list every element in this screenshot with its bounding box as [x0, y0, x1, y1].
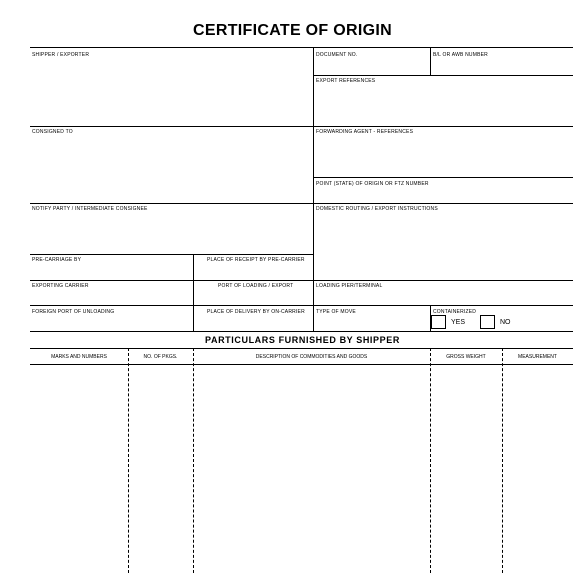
marks-numbers-header: MARKS AND NUMBERS [51, 354, 107, 360]
containerized-no-checkbox[interactable] [480, 315, 495, 329]
form-bottom-rule [30, 331, 573, 332]
center-divider [313, 47, 314, 332]
export-references-label: EXPORT REFERENCES [316, 78, 376, 84]
bl-awb-number-label: B/L OR AWB NUMBER [433, 52, 488, 58]
rule-precarriage-bottom [30, 280, 313, 281]
rule-consigned-bottom [30, 203, 573, 204]
rule-shipper-bottom [30, 126, 573, 127]
forwarding-agent-label: FORWARDING AGENT - REFERENCES [316, 129, 414, 135]
rule-notify-bottom [30, 254, 313, 255]
gross-weight-header: GROSS WEIGHT [446, 354, 486, 360]
column-divider-4 [502, 348, 503, 573]
notify-party-label: NOTIFY PARTY / INTERMEDIATE CONSIGNEE [32, 206, 148, 212]
domestic-routing-label: DOMESTIC ROUTING / EXPORT INSTRUCTIONS [316, 206, 438, 212]
column-divider-2 [193, 348, 194, 573]
pre-carriage-label: PRE-CARRIAGE BY [32, 257, 82, 263]
port-of-loading-label: PORT OF LOADING / EXPORT [218, 283, 294, 289]
column-header-bottom-rule [30, 364, 573, 365]
place-of-receipt-label: PLACE OF RECEIPT BY PRE-CARRIER [207, 257, 305, 263]
exporting-carrier-label: EXPORTING CARRIER [32, 283, 89, 289]
column-divider-3 [430, 348, 431, 573]
foreign-port-label: FOREIGN PORT OF UNLOADING [32, 309, 115, 315]
column-divider-1 [128, 348, 129, 573]
no-label: NO [500, 319, 511, 326]
particulars-top-rule [30, 348, 573, 349]
carriage-divider [193, 254, 194, 332]
type-of-move-label: TYPE OF MOVE [316, 309, 356, 315]
document-no-label: DOCUMENT NO. [316, 52, 358, 58]
rule-routing-bottom [313, 280, 573, 281]
measurement-header: MEASUREMENT [518, 354, 557, 360]
loading-pier-label: LOADING PIER/TERMINAL [316, 283, 383, 289]
place-of-delivery-label: PLACE OF DELIVERY BY ON-CARRIER [207, 309, 305, 315]
particulars-heading: PARTICULARS FURNISHED BY SHIPPER [205, 335, 400, 345]
description-header: DESCRIPTION OF COMMODITIES AND GOODS [255, 354, 368, 360]
point-of-origin-label: POINT (STATE) OF ORIGIN OR FTZ NUMBER [316, 181, 429, 187]
no-of-pkgs-header: NO. OF PKGS. [143, 354, 178, 360]
containerized-label: CONTAINERIZED [433, 309, 477, 315]
yes-label: YES [451, 319, 466, 326]
shipper-exporter-label: SHIPPER / EXPORTER [32, 52, 90, 58]
rule-docno-bottom [313, 75, 573, 76]
form-top-rule [30, 47, 573, 48]
rule-carrier-bottom [30, 305, 573, 306]
containerized-yes-checkbox[interactable] [431, 315, 446, 329]
docno-bl-divider [430, 47, 431, 75]
form-title: CERTIFICATE OF ORIGIN [193, 22, 392, 39]
rule-forwarding-bottom [313, 177, 573, 178]
consigned-to-label: CONSIGNED TO [32, 129, 73, 135]
